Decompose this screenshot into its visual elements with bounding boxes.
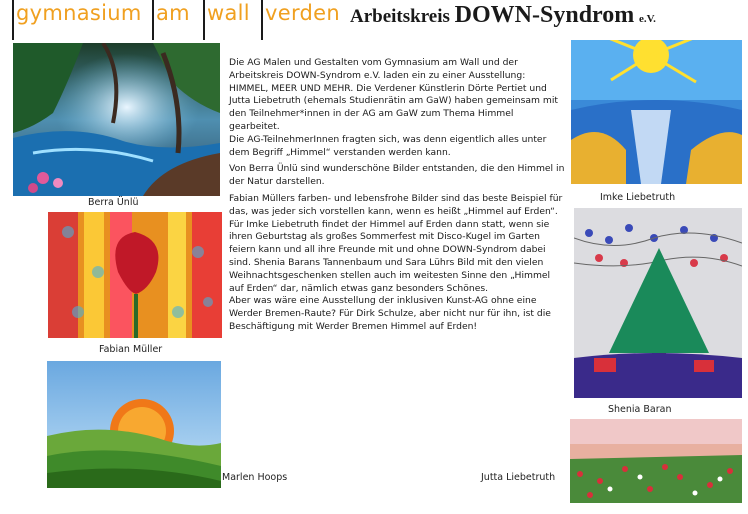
caption-fabian: Fabian Müller — [99, 344, 163, 355]
article-paragraph: Die AG-TeilnehmerInnen fragten sich, was denn eigentlich alles unter dem Begriff „Himmel“ verstanden werden kann. — [229, 133, 547, 158]
org-prefix: Arbeitskreis — [350, 6, 450, 27]
painting-shenia — [574, 208, 742, 398]
painting-meadow — [570, 419, 742, 503]
caption-shenia: Shenia Baran — [608, 404, 672, 415]
signature-left: Marlen Hoops — [222, 472, 288, 483]
logo-word-gymnasium: gymnasium — [12, 0, 142, 40]
org-main: DOWN-Syndrom — [454, 2, 635, 28]
article-paragraph: Von Berra Ünlü sind wunderschöne Bilder entstanden, die den Himmel in der Natur darstellen. — [229, 163, 565, 188]
org-name — [350, 2, 656, 29]
logo-word-verden: verden — [261, 0, 340, 40]
painting-fabian — [48, 212, 222, 338]
article-paragraph: Für Imke Liebetruth findet der Himmel auf Erden dann statt, wenn sie ihren Geburtstag als großes Sommerfest mit Disco-Kugel im Garten feiern kann und all ihre Freunde mit und ohne DOWN-Syndrom dabei sind. Shenia Barans Tannenbaum und Sara Lührs Bild mit den vielen Weihnachtsgeschenken stellen auch im weitesten Sinne den „Himmel auf Erden“ dar, nämlich etwas ganz besonders Schönes. — [229, 218, 551, 294]
article-body — [229, 57, 567, 338]
painting-landscape — [47, 361, 221, 488]
painting-berra — [13, 43, 220, 196]
logo-word-wall: wall — [203, 0, 250, 40]
signature-right: Jutta Liebetruth — [481, 472, 556, 483]
org-suffix: e.V. — [639, 13, 656, 25]
caption-imke: Imke Liebetruth — [600, 192, 676, 203]
logo-word-am: am — [152, 0, 190, 40]
article-paragraph: Die AG Malen und Gestalten vom Gymnasium am Wall und der Arbeitskreis DOWN-Syndrom e.V. laden ein zu einer Ausstellung: HIMMEL, MEER UND MEHR. Die Verdener Künstlerin Dörte Pertiet und Jutta Liebetruth (ehemals Studienrätin am GaW) haben gemeinsam mit den Teilnehmer*innen in der AG am GaW zum Thema Himmel gearbeitet. — [229, 57, 558, 132]
article-paragraph: Aber was wäre eine Ausstellung der inklusiven Kunst-AG ohne eine Werder Bremen-Raute? Für Dirk Schulze, aber nicht nur für ihn, ist die Beschäftigung mit Werder Bremen Himmel auf Erden! — [229, 295, 551, 332]
caption-berra: Berra Ünlü — [88, 197, 139, 208]
painting-imke — [571, 40, 742, 184]
article-paragraph: Fabian Müllers farben- und lebensfrohe Bilder sind das beste Beispiel für das, was jeder sich vorstellen kann, wenn es heißt „Himmel auf Erden“. — [229, 192, 563, 217]
